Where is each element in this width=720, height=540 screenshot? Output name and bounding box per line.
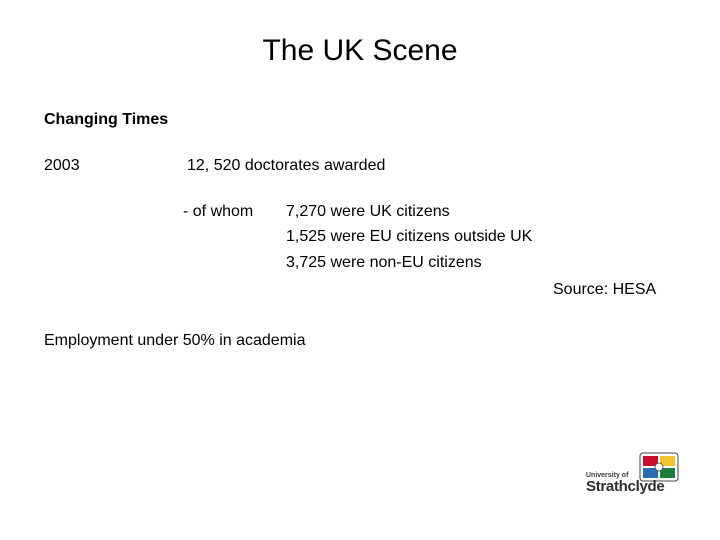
logo-small-text: University of <box>586 472 629 479</box>
university-logo <box>586 452 696 500</box>
slide-subtitle: Changing Times <box>44 111 169 128</box>
eu-citizens-line: 1,525 were EU citizens outside UK <box>286 228 533 245</box>
source-note: Source: HESA <box>553 281 657 298</box>
non-eu-citizens-line: 3,725 were non-EU citizens <box>286 254 482 271</box>
of-whom-label: - of whom <box>183 203 254 220</box>
doctorates-awarded: 12, 520 doctorates awarded <box>187 157 386 174</box>
logo-big-text: Strathclyde <box>586 478 665 495</box>
employment-statement: Employment under 50% in academia <box>44 332 306 349</box>
uk-citizens-line: 7,270 were UK citizens <box>286 203 450 220</box>
year-label: 2003 <box>44 157 80 174</box>
slide-title: The UK Scene <box>262 34 458 67</box>
